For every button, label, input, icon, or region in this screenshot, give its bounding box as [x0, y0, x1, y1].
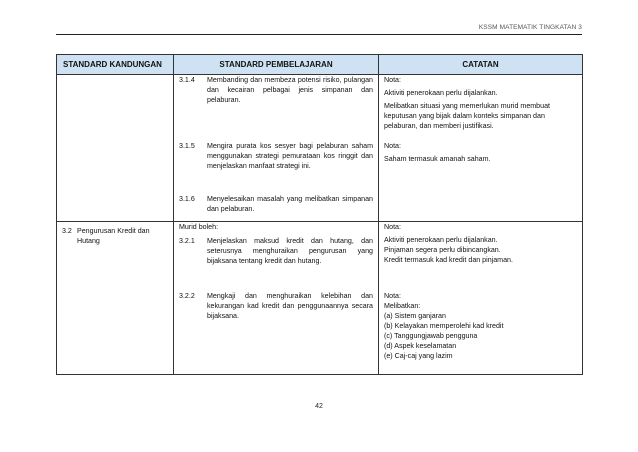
table-row — [57, 141, 583, 194]
note-text: Saham termasuk amanah saham. — [384, 154, 491, 163]
learning-item-3-2-2 — [179, 291, 373, 321]
learning-cell — [174, 194, 379, 222]
standard-cell — [57, 291, 174, 375]
standard-cell — [57, 75, 174, 141]
standard-cell — [57, 194, 174, 222]
learning-item-3-1-4 — [179, 75, 373, 105]
learning-cell — [174, 75, 379, 141]
list-item: (a) Sistem ganjaran — [384, 311, 446, 320]
learning-cell — [174, 222, 379, 291]
note-text: Melibatkan situasi yang memerlukan murid membuat keputusan yang bijak dalam konteks simpanan dan pelaburan, dan memberi justifikasi. — [384, 102, 550, 130]
running-header: KSSM MATEMATIK TINGKATAN 3 — [478, 24, 582, 31]
list-item: (b) Kelayakan memperolehi kad kredit — [384, 321, 504, 330]
learning-cell — [174, 141, 379, 194]
note-label: Nota: — [384, 141, 401, 150]
item-number: 3.1.4 — [179, 76, 195, 84]
note-cell — [379, 75, 583, 141]
note-text: Melibatkan: — [384, 301, 421, 310]
note-label: Nota: — [384, 223, 401, 231]
note-cell — [379, 222, 583, 291]
item-text: Mengira purata kos sesyer bagi pelaburan saham menggunakan strategi pemurataan kos ringgit dan menjelaskan manfaat strategi ini. — [207, 141, 373, 170]
item-number: 3.2.1 — [179, 237, 195, 245]
list-item: (e) Caj-caj yang lazim — [384, 351, 453, 360]
note-label: Nota: — [384, 76, 401, 84]
note-text: Pinjaman segera perlu dibincangkan. — [384, 246, 501, 254]
learning-item-3-2-1 — [179, 236, 373, 266]
list-item: (d) Aspek keselamatan — [384, 341, 457, 350]
note-text: Aktiviti penerokaan perlu dijalankan. — [384, 236, 498, 244]
intro-text: Murid boleh: — [179, 223, 219, 231]
learning-cell — [174, 291, 379, 375]
page-number: 42 — [315, 403, 323, 410]
note-text: Aktiviti penerokaan perlu dijalankan. — [384, 89, 498, 97]
note-label: Nota: — [384, 291, 401, 300]
column-header-standard-pembelajaran: STANDARD PEMBELAJARAN — [174, 55, 379, 75]
item-text: Mengkaji dan menghuraikan kelebihan dan kekurangan kad kredit dan penggunaannya secara bijaksana. — [207, 291, 373, 320]
standard-title: Pengurusan Kredit dan Hutang — [77, 227, 150, 245]
table-row — [57, 291, 583, 375]
note-cell — [379, 291, 583, 375]
standard-cell — [57, 222, 174, 291]
standard-number: 3.2 — [62, 227, 72, 235]
curriculum-table — [56, 54, 583, 375]
table-row — [57, 194, 583, 222]
list-item: (c) Tanggungjawab pengguna — [384, 331, 478, 340]
item-number: 3.1.6 — [179, 194, 195, 203]
item-text: Menyelesaikan masalah yang melibatkan simpanan dan pelaburan. — [207, 194, 373, 213]
content-standard-3-2 — [62, 222, 168, 246]
column-header-standard-kandungan: STANDARD KANDUNGAN — [57, 55, 174, 75]
table-row — [57, 222, 583, 291]
item-number: 3.1.5 — [179, 141, 195, 150]
table-row — [57, 75, 583, 141]
note-text: Kredit termasuk kad kredit dan pinjaman. — [384, 256, 513, 264]
item-number: 3.2.2 — [179, 291, 195, 300]
learning-item-3-1-5 — [179, 141, 373, 171]
header-rule — [56, 34, 582, 35]
note-cell — [379, 194, 583, 222]
standard-cell — [57, 141, 174, 194]
learning-item-3-1-6 — [179, 194, 373, 214]
item-text: Menjelaskan maksud kredit dan hutang, dan seterusnya menghuraikan pengurusan yang bijaksana tentang kredit dan hutang. — [207, 237, 373, 265]
column-header-catatan: CATATAN — [379, 55, 583, 75]
note-cell — [379, 141, 583, 194]
item-text: Membanding dan membeza potensi risiko, pulangan dan kecairan pelbagai jenis simpanan dan pelaburan. — [207, 76, 373, 104]
table-header-row — [57, 55, 583, 75]
